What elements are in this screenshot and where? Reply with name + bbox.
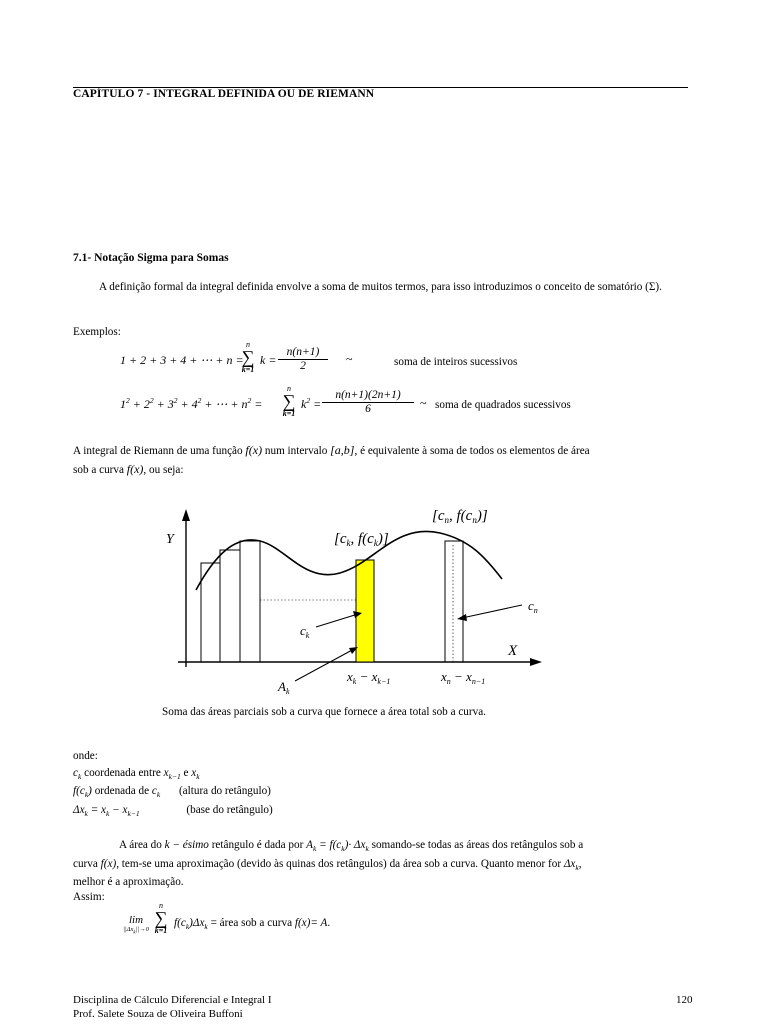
example2-fraction: n(n+1)(2n+1) 6 <box>322 389 414 415</box>
label-xk-xk1: $x_k - x_{k-1}$ <box>347 669 391 686</box>
conclusion-line2: curva f(x), tem-se uma aproximação (devido às quinas dos retângulos) da área sob a curva. Quanto menor for $\Delta x_k$, <box>73 858 582 873</box>
rectangle-3 <box>240 541 260 662</box>
definition-fck: $f(c_k)$ ordenada de $c_k$ (altura do retângulo) <box>73 785 271 800</box>
riemann-line2 <box>73 461 184 479</box>
riemann-line1 <box>73 442 697 460</box>
conclusion-line3: melhor é a aproximação. <box>73 876 184 888</box>
axis-y-label: Y <box>166 532 174 547</box>
example2-sigma: n ∑ k=1 <box>282 384 296 418</box>
onde-label: onde: <box>73 750 98 762</box>
definition-ck: $c_k$ coordenada entre $x_{k-1}$ e $x_k$ <box>73 767 200 782</box>
example1-sigma: n ∑ k=1 <box>241 340 255 374</box>
fx-math-2: f(x) <box>126 462 144 476</box>
y-axis-arrow <box>182 509 190 521</box>
highlighted-rectangle <box>356 560 374 662</box>
conclusion-text-a: A área do <box>119 839 162 851</box>
example2-tilde: ~ <box>420 396 427 410</box>
limit-text: = área sob a curva <box>210 917 293 929</box>
riemann-text-c: , é equivalente à soma de todos os elementos de área <box>354 445 590 457</box>
sigma-symbol: Σ <box>648 281 656 293</box>
conclusion-line1: A área do k − ésimo retângulo é dada por $A_k = f(c_k)\cdot \Delta x_k$ somando-se todas as áreas dos retângulos sob a <box>119 839 584 854</box>
riemann-figure <box>150 495 570 705</box>
definition-ck-text: coordenada entre <box>84 767 161 779</box>
example1-fraction: n(n+1) 2 <box>278 346 328 372</box>
section-title: 7.1- Notação Sigma para Somas <box>73 252 229 264</box>
rectangle-n <box>445 541 463 662</box>
label-ck: $c_k$ <box>300 623 310 640</box>
example2-description: soma de quadrados sucessivos <box>435 399 571 411</box>
label-cn: $c_n$ <box>528 598 538 615</box>
footer-professor: Prof. Salete Souza de Oliveira Buffoni <box>73 1008 243 1020</box>
limit-sigma: n ∑ k=1 <box>154 901 168 935</box>
definition-base-note: (base do retângulo) <box>186 804 273 816</box>
fx-math: f(x) <box>245 443 263 457</box>
label-ak: $A_k$ <box>278 679 290 696</box>
conclusion-text-d: curva <box>73 858 98 870</box>
ck-arrow-line <box>316 614 358 627</box>
ak-arrow-line <box>295 649 354 681</box>
limit-operator: lim $||\Delta x_k||\to 0$ <box>123 914 149 936</box>
definition-fck-text: ordenada de <box>94 785 150 797</box>
assim-label: Assim: <box>73 891 105 903</box>
x-axis-arrow <box>530 658 542 666</box>
definition-height-note: (altura do retângulo) <box>178 785 271 797</box>
riemann-text-e: , ou seja: <box>143 464 184 476</box>
rectangle-2 <box>220 550 240 662</box>
axis-x-label: X <box>508 643 518 659</box>
example1-tilde: ~ <box>346 352 353 366</box>
example1-k: k = <box>260 353 277 367</box>
cn-arrow-line <box>462 605 522 618</box>
example2-lhs: $1^2 + 2^2 + 3^2 + 4^2$ + ⋯ + $n^2$ = <box>120 396 263 411</box>
page-number: 120 <box>676 994 693 1006</box>
examples-label: Exemplos: <box>73 326 121 338</box>
example1-lhs: 1 + 2 + 3 + 4 + ⋯ + n = <box>120 353 244 367</box>
riemann-text-d: sob a curva <box>73 464 124 476</box>
intro-end: ). <box>655 281 662 293</box>
conclusion-text-e: , tem-se uma aproximação (devido às quinas dos retângulos) da área sob a curva. Quanto menor for <box>116 858 562 870</box>
intro-paragraph <box>73 279 695 296</box>
label-ck-fck: [$c_k$, $f(c_k)$] <box>334 531 389 548</box>
definition-and: e <box>183 767 189 779</box>
interval-math: [a,b] <box>330 443 355 457</box>
riemann-text-a: A integral de Riemann de uma função <box>73 445 243 457</box>
label-xn-xn1: $x_n - x_{n-1}$ <box>441 669 486 686</box>
cn-arrow-head <box>457 614 467 621</box>
figure-caption: Soma das áreas parciais sob a curva que fornece a área total sob a curva. <box>162 706 486 718</box>
definition-delta: $\Delta x_k = x_k - x_{k-1}$ (base do retângulo) <box>73 804 273 819</box>
chapter-title: CAPÍTULO 7 - INTEGRAL DEFINIDA OU DE RIEMANN <box>73 88 375 100</box>
conclusion-text-b: retângulo é dada por <box>211 839 304 851</box>
example1-description: soma de inteiros sucessivos <box>394 356 518 368</box>
intro-text: A definição formal da integral definida envolve a soma de muitos termos, para isso introduzimos o conceito de somatório ( <box>99 281 649 293</box>
footer-course: Disciplina de Cálculo Diferencial e Integral I <box>73 994 272 1006</box>
limit-expression: $f(c_k)\Delta x_k$ = área sob a curva f(x)= A. <box>174 917 331 932</box>
label-cn-fcn: [$c_n$, $f(c_n)$] <box>432 508 488 525</box>
example2-k: $k^2$ = <box>301 396 322 411</box>
riemann-text-b: num intervalo <box>264 445 328 457</box>
conclusion-text-c: somando-se todas as áreas dos retângulos sob a <box>371 839 584 851</box>
